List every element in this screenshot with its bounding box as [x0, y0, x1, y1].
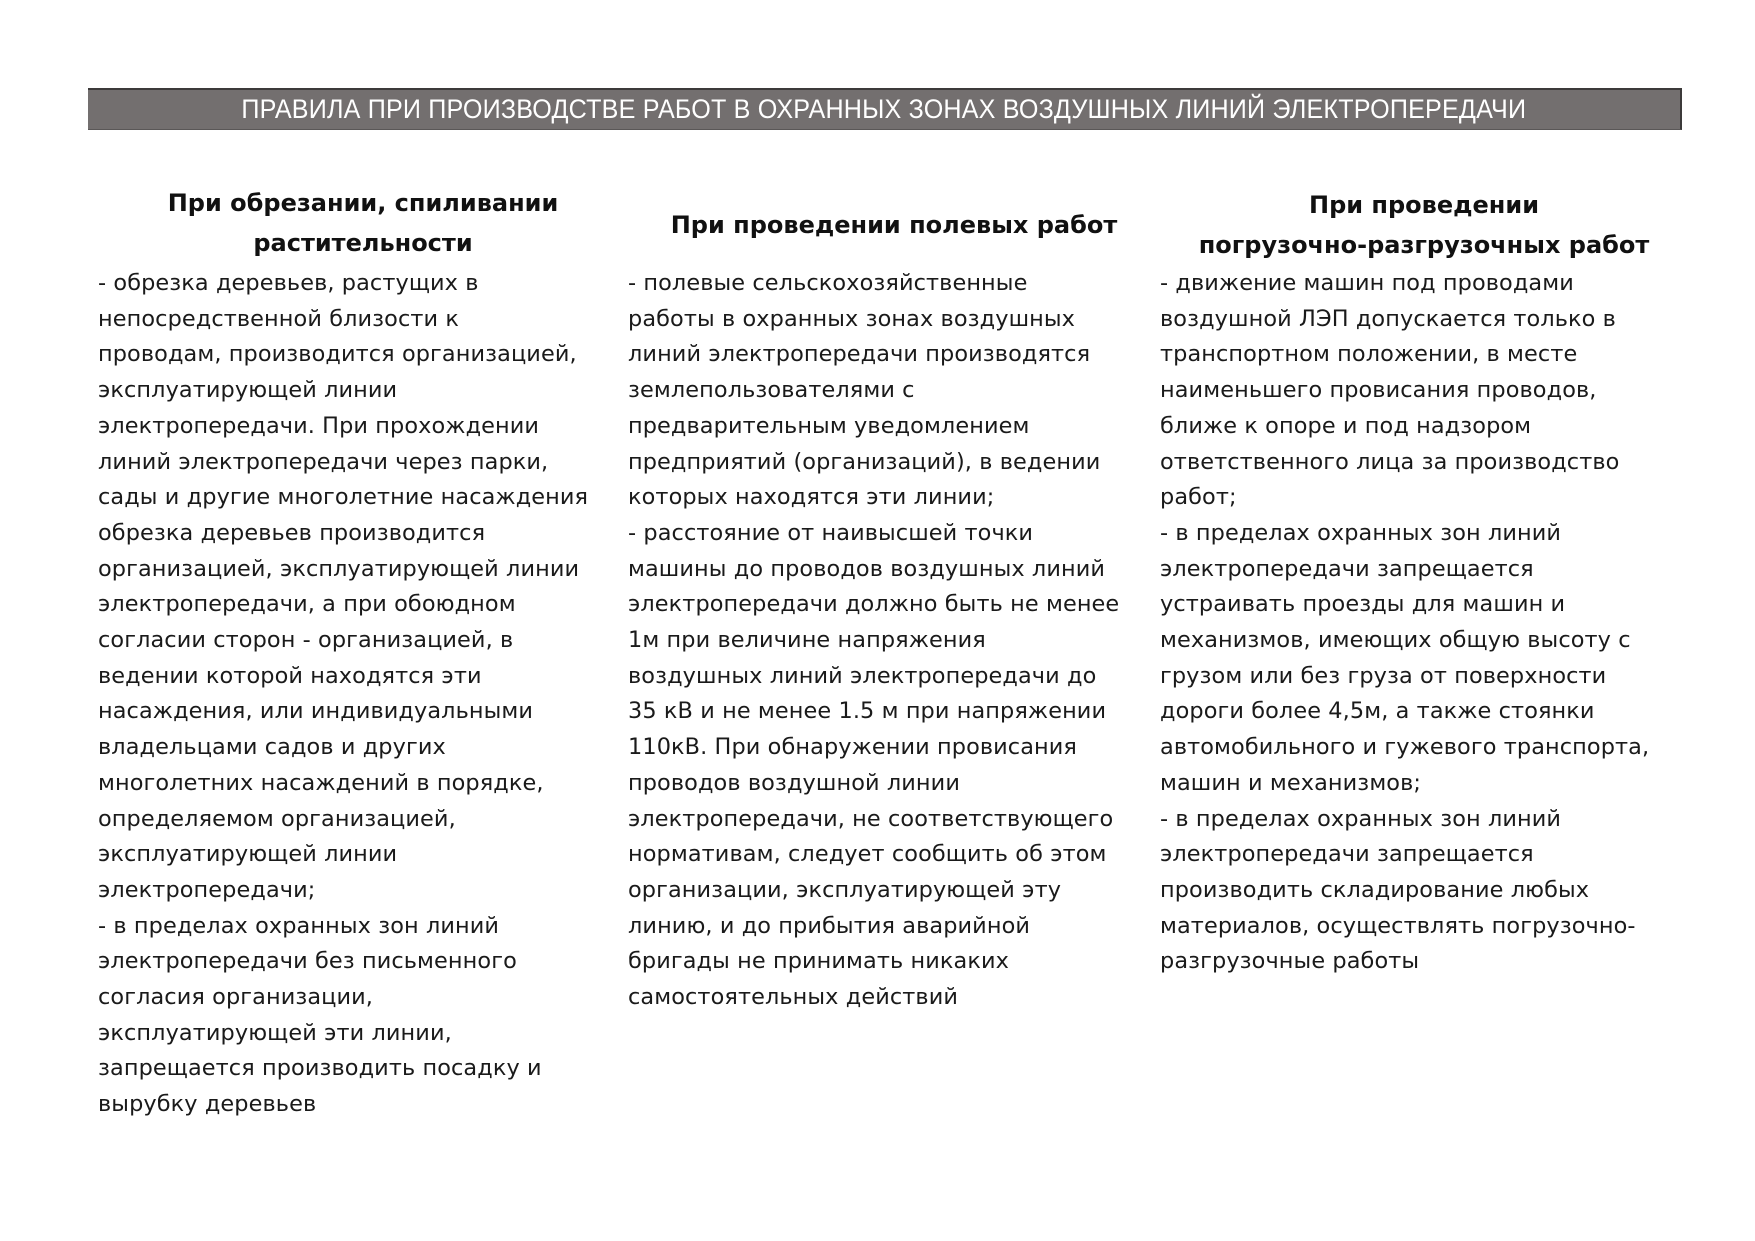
rule-paragraph: - движение машин под проводами воздушной ЛЭП допускается только в транспортном положении, в месте наименьшего провисания проводов, ближе к опоре и под надзором ответственного лица за производство работ;	[1160, 270, 1620, 511]
column-body	[98, 266, 628, 1123]
column-vegetation-cutting	[98, 183, 628, 1123]
column-field-work	[628, 183, 1160, 1123]
column-loading-work	[1160, 183, 1688, 1123]
rule-paragraph: - в пределах охранных зон линий электропередачи запрещается производить складирование любых материалов, осуществлять погрузочно- разгрузочные работы	[1160, 805, 1636, 975]
column-body	[1160, 266, 1688, 980]
rule-paragraph: - расстояние от наивысшей точки машины до проводов воздушных линий электропередачи должно быть не менее 1м при величине напряжения воздушных линий электропередачи до 35 кВ и не менее 1.5 м при напряжении 110кВ. При обнаружении провисания проводов воздушной линии электропередачи, не соответствующего нормативам, следует сообщить об этом организации, эксплуатирующей эту линию, и до прибытия аварийной бригады не принимать никаких самостоятельных действий	[628, 519, 1120, 1011]
rule-paragraph: - в пределах охранных зон линий электропередачи запрещается устраивать проезды для машин и механизмов, имеющих общую высоту с грузом или без груза от поверхности дороги более 4,5м, а также стоянки автомобильного и гужевого транспорта, машин и механизмов;	[1160, 519, 1650, 796]
column-heading-wrap	[1160, 183, 1688, 266]
title-banner	[88, 88, 1682, 130]
document-title: ПРАВИЛА ПРИ ПРОИЗВОДСТВЕ РАБОТ В ОХРАННЫХ ЗОНАХ ВОЗДУШНЫХ ЛИНИЙ ЭЛЕКТРОПЕРЕДАЧИ	[241, 94, 1527, 124]
column-heading: При проведении погрузочно-разгрузочных работ	[1198, 190, 1650, 259]
rule-paragraph: - обрезка деревьев, растущих в непосредственной близости к проводам, производится организацией, эксплуатирующей линии электропередачи. При прохождении линий электропередачи через парки, сады и другие многолетние насаждения обрезка деревьев производится организацией, эксплуатирующей линии электропередачи, а при обоюдном согласии сторон - организацией, в ведении которой находятся эти насаждения, или индивидуальными владельцами садов и других многолетних насаждений в порядке, определяемом организацией, эксплуатирующей линии электропередачи;	[98, 270, 589, 903]
column-heading: При проведении полевых работ	[670, 210, 1118, 239]
column-heading-wrap	[628, 183, 1160, 266]
rule-paragraph: - в пределах охранных зон линий электропередачи без письменного согласия организации, эксплуатирующей эти линии, запрещается производить посадку и вырубку деревьев	[98, 912, 542, 1118]
rules-columns	[98, 183, 1688, 1123]
column-heading: При обрезании, спиливании растительности	[167, 189, 559, 257]
rule-paragraph: - полевые сельскохозяйственные работы в охранных зонах воздушных линий электропередачи производятся землепользователями с предварительным уведомлением предприятий (организаций), в ведении которых находятся эти линии;	[628, 270, 1101, 511]
column-heading-wrap	[98, 183, 628, 266]
column-body	[628, 266, 1160, 1016]
